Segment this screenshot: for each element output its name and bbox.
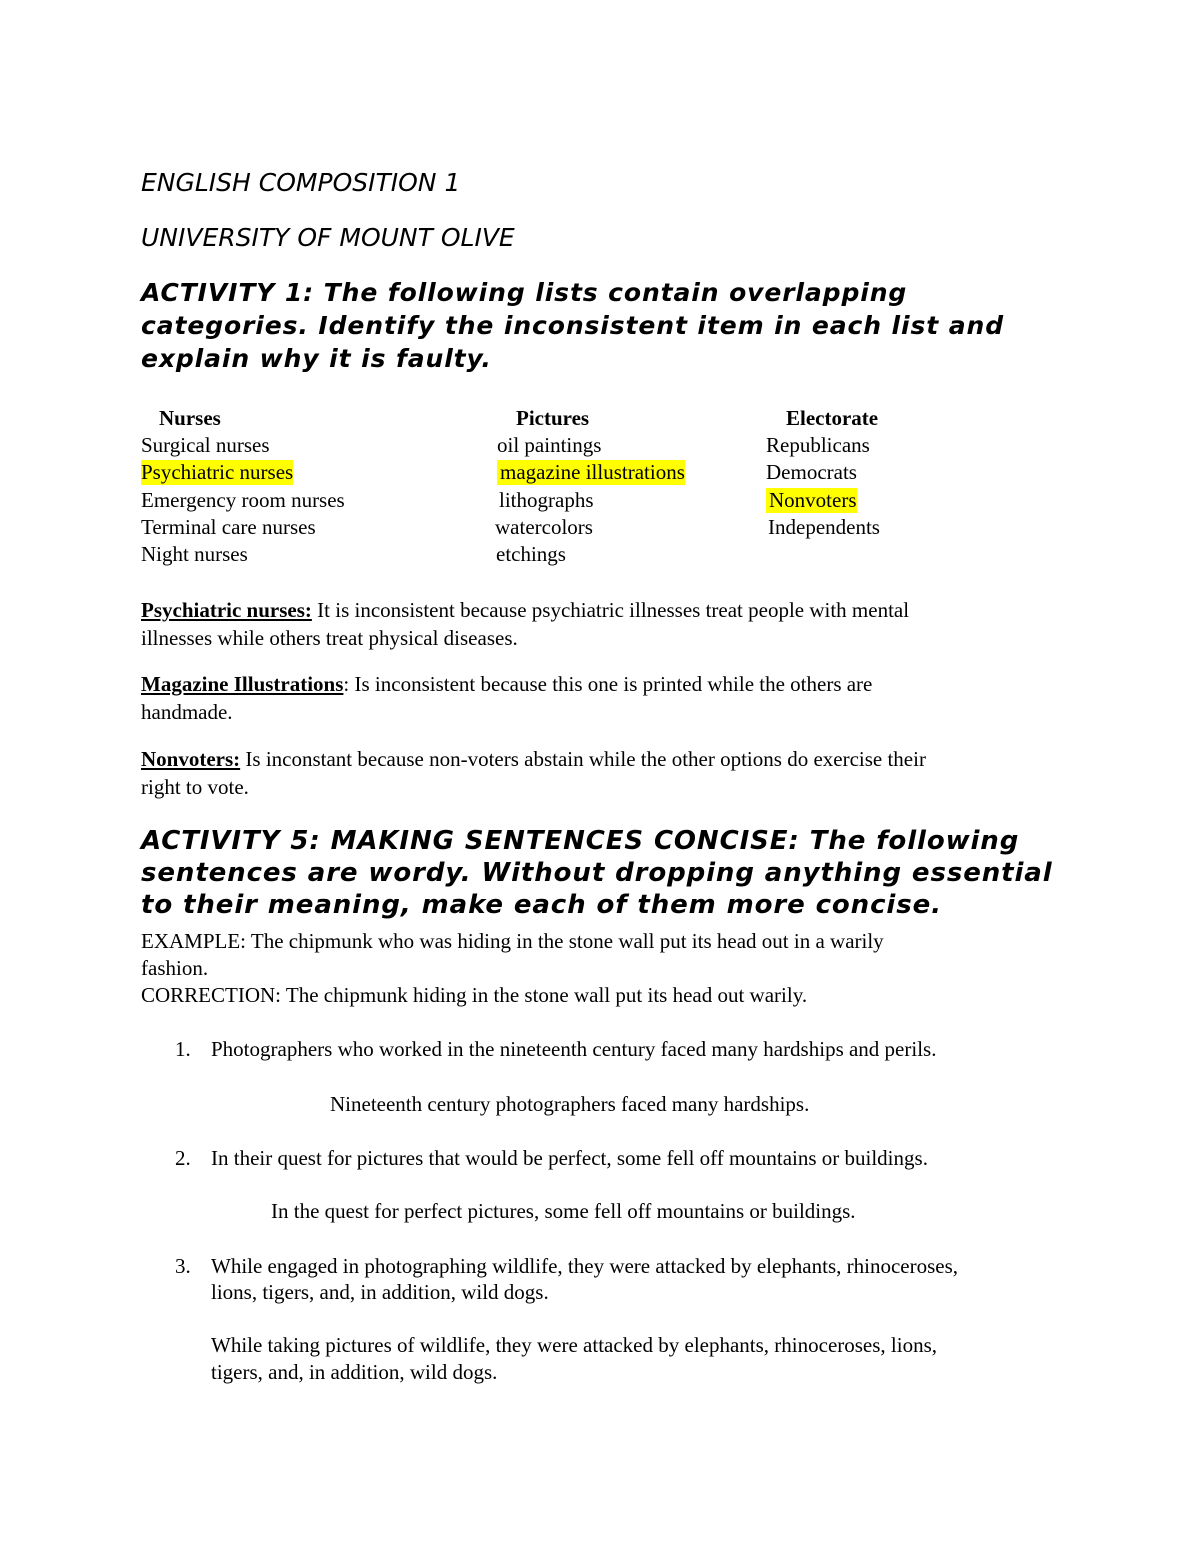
answer-text: right to vote. — [141, 775, 249, 799]
list-item-electorate: Independents — [768, 515, 880, 539]
answer-text: handmade. — [141, 700, 233, 724]
answer-nonvoters — [141, 745, 926, 801]
course-title: ENGLISH COMPOSITION 1 — [141, 168, 461, 197]
activity1-prompt-line: ACTIVITY 1: The following lists contain overlapping — [141, 278, 908, 307]
list-item-nurses: Surgical nurses — [141, 433, 270, 457]
item-sentence-continued: lions, tigers, and, in addition, wild dogs. — [211, 1280, 549, 1304]
activity5-prompt-line: sentences are wordy. Without dropping anything essential — [141, 858, 1053, 888]
item-sentence: In their quest for pictures that would be perfect, some fell off mountains or buildings. — [211, 1146, 928, 1170]
item-answer-continued: tigers, and, in addition, wild dogs. — [211, 1360, 498, 1384]
list-item-nurses: Night nurses — [141, 542, 248, 566]
item-number: 1. — [175, 1037, 191, 1061]
list-item-electorate-highlighted: Nonvoters — [766, 488, 857, 513]
activity5-prompt-line: ACTIVITY 5: MAKING SENTENCES CONCISE: The following — [141, 826, 1020, 856]
list-item-pictures: watercolors — [495, 515, 593, 539]
list-item-nurses-highlighted: Psychiatric nurses — [141, 460, 294, 484]
answer-magazine-illustrations — [141, 670, 872, 726]
list-item-pictures: etchings — [496, 542, 566, 566]
list-item-nurses: Terminal care nurses — [141, 515, 316, 539]
university-name: UNIVERSITY OF MOUNT OLIVE — [141, 223, 515, 252]
correction-line: CORRECTION: The chipmunk hiding in the stone wall put its head out warily. — [141, 983, 808, 1007]
answer-text: It is inconsistent because psychiatric illnesses treat people with mental — [311, 598, 910, 622]
activity1-prompt-line: explain why it is faulty. — [141, 344, 492, 373]
answer-term: Nonvoters: — [141, 747, 241, 771]
item-number: 2. — [175, 1146, 191, 1170]
list-item-pictures: oil paintings — [497, 433, 602, 457]
activity1-prompt-line: categories. Identify the inconsistent item in each list and — [141, 311, 1004, 340]
item-answer: Nineteenth century photographers faced many hardships. — [330, 1092, 810, 1116]
list-item-pictures-highlighted: magazine illustrations — [497, 460, 685, 485]
answer-term: Magazine Illustrations — [141, 672, 344, 696]
item-sentence: While engaged in photographing wildlife, they were attacked by elephants, rhinoceroses, — [211, 1254, 958, 1278]
nurses-heading: Nurses — [159, 406, 221, 430]
item-answer: While taking pictures of wildlife, they were attacked by elephants, rhinoceroses, lions, — [211, 1333, 938, 1357]
answer-text: : Is inconsistent because this one is printed while the others are — [343, 672, 873, 696]
activity5-prompt-line: to their meaning, make each of them more concise. — [141, 890, 942, 920]
answer-text: illnesses while others treat physical diseases. — [141, 626, 518, 650]
item-sentence: Photographers who worked in the nineteenth century faced many hardships and perils. — [211, 1037, 937, 1061]
example-line: fashion. — [141, 956, 209, 980]
list-item-nurses: Emergency room nurses — [141, 488, 345, 512]
answer-term: Psychiatric nurses: — [141, 598, 312, 622]
pictures-heading: Pictures — [516, 406, 590, 430]
item-number: 3. — [175, 1254, 191, 1278]
example-block — [141, 928, 884, 1009]
list-item-electorate: Republicans — [766, 433, 870, 457]
list-item-electorate: Democrats — [766, 460, 857, 484]
item-answer: In the quest for perfect pictures, some fell off mountains or buildings. — [271, 1199, 856, 1223]
electorate-heading: Electorate — [786, 406, 879, 430]
answer-psychiatric-nurses — [141, 596, 909, 652]
list-item-pictures: lithographs — [499, 488, 594, 512]
example-line: EXAMPLE: The chipmunk who was hiding in the stone wall put its head out in a warily — [141, 929, 884, 953]
answer-text: Is inconstant because non-voters abstain while the other options do exercise their — [240, 747, 926, 771]
